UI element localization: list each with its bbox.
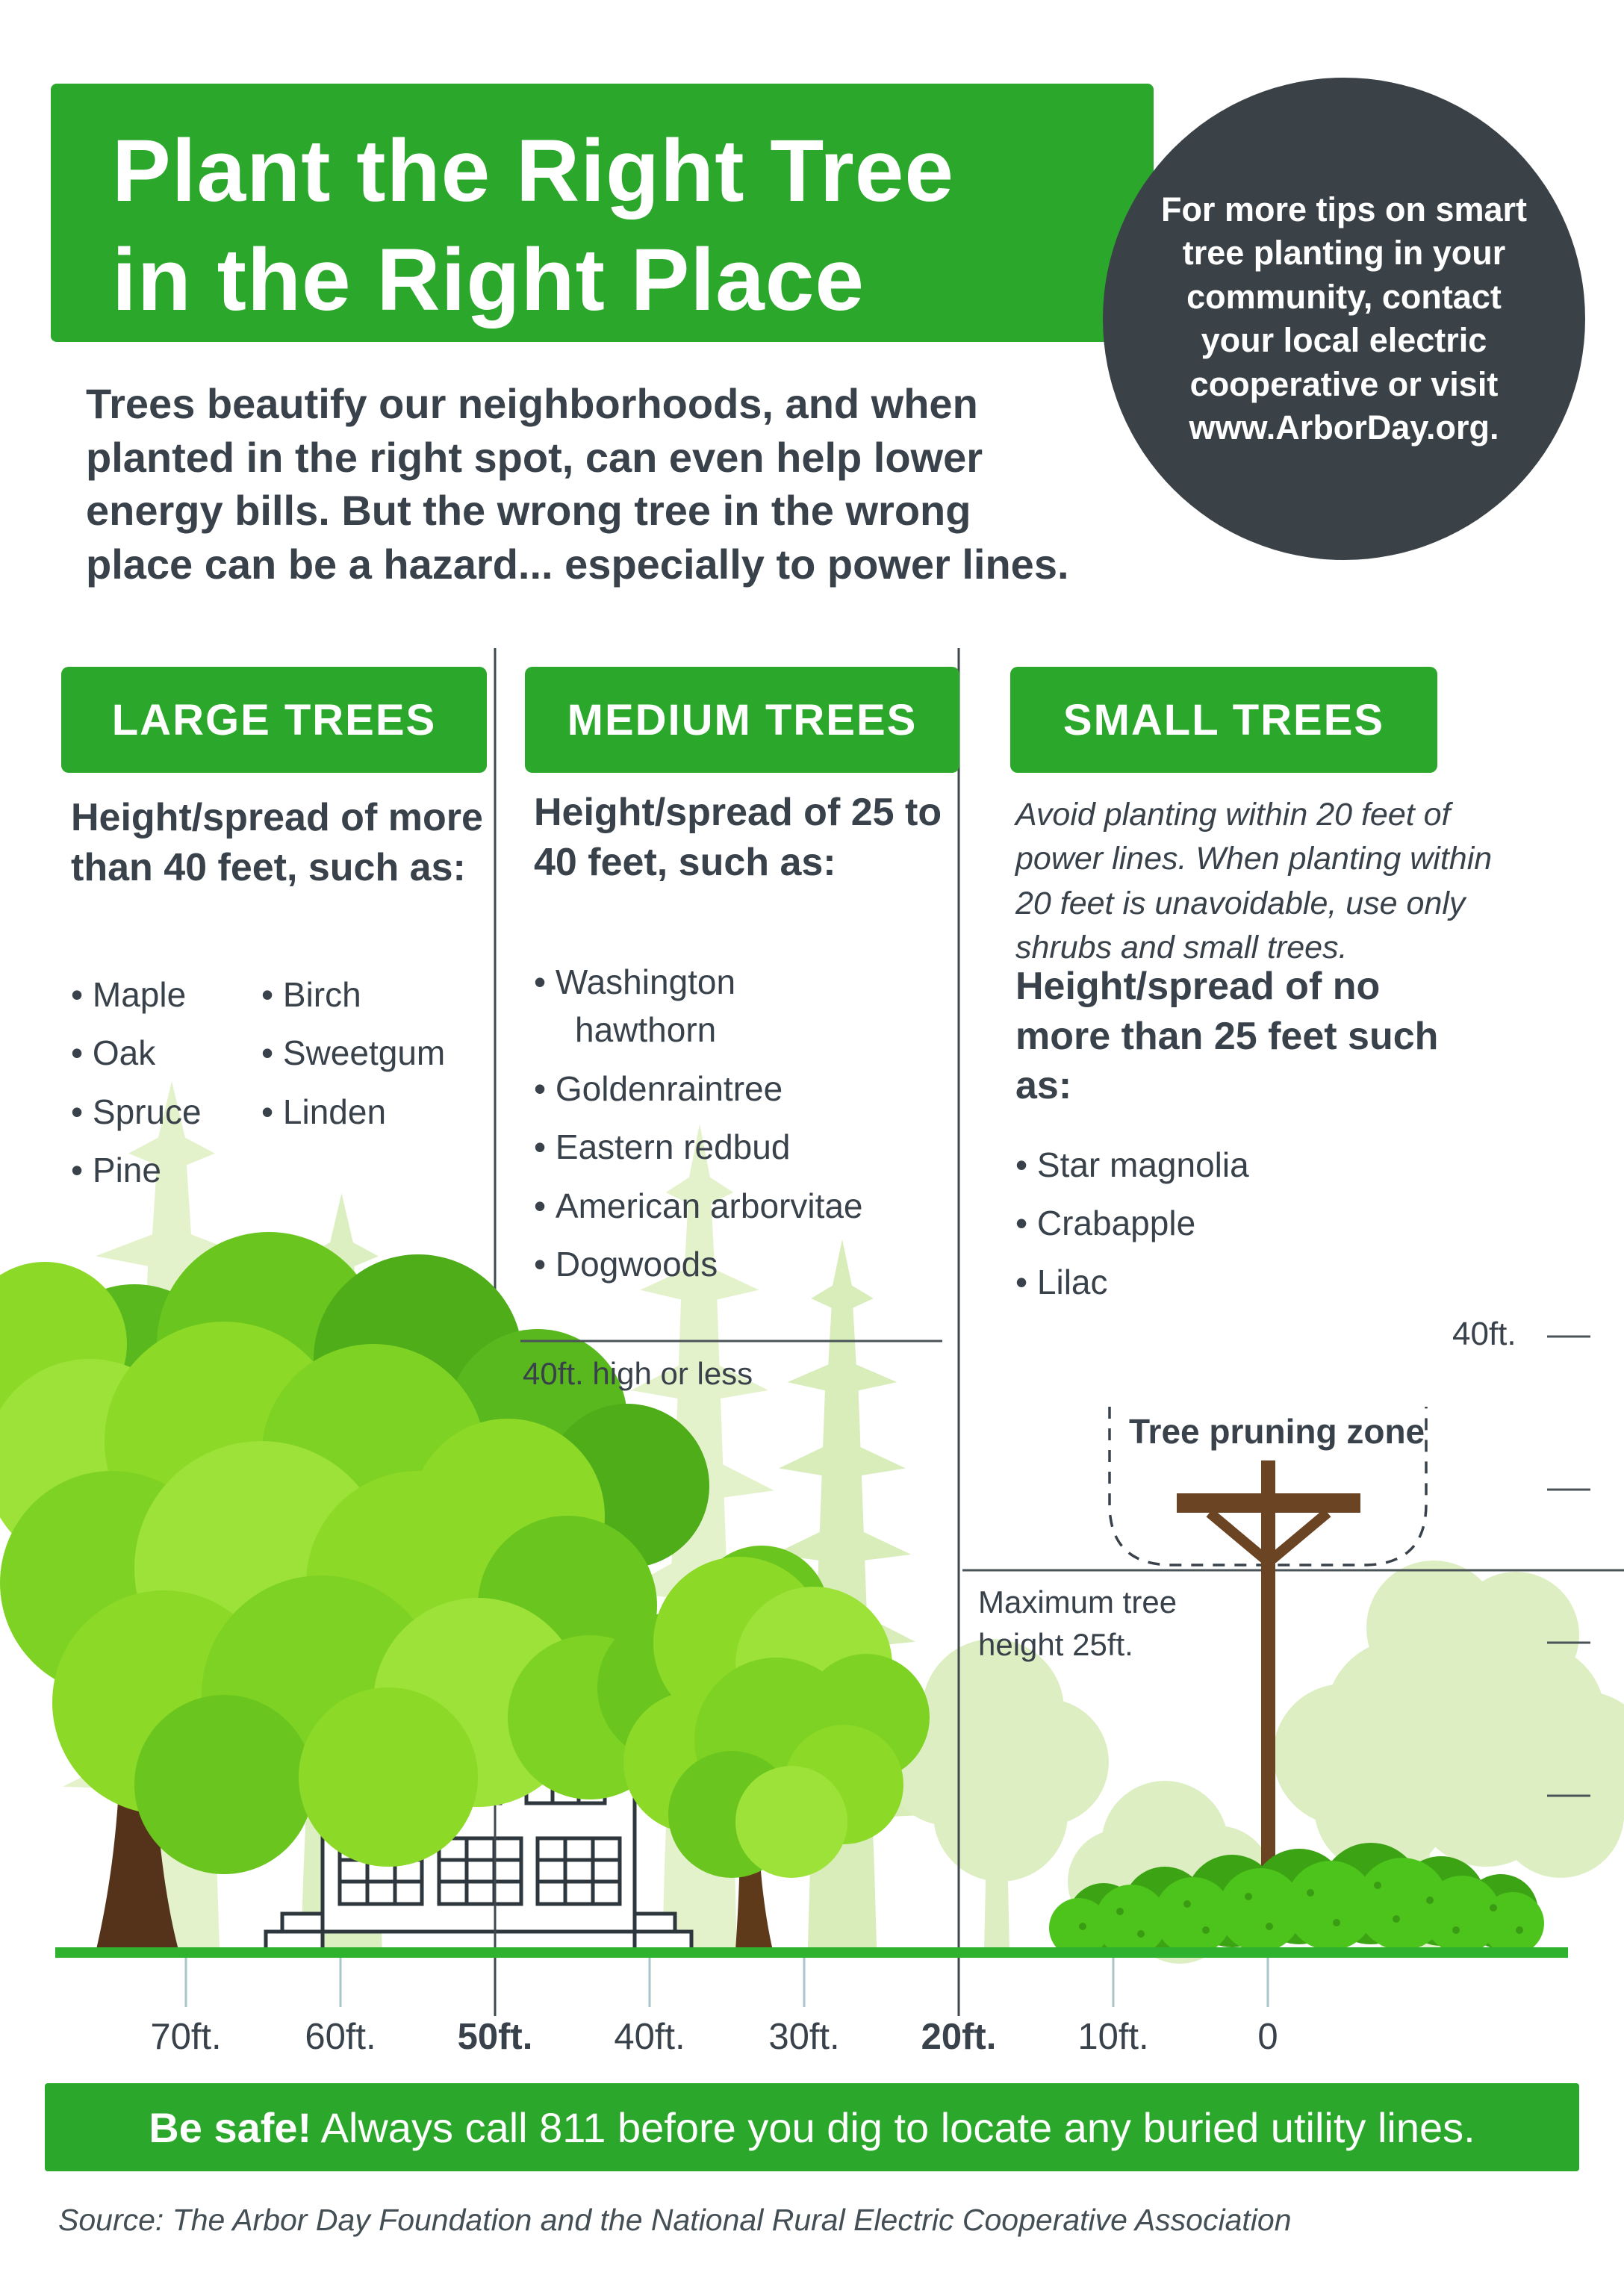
medium-trees-list [534, 958, 885, 1298]
small-trees-note: Avoid planting within 20 feet of power lines. When planting within 20 feet is unavoidable, use only shrubs and small trees. [1015, 797, 1493, 965]
large-trees-list-col1 [71, 971, 261, 1205]
list-item: • Washington hawthorn [534, 958, 885, 1054]
list-item: • Pine [71, 1146, 261, 1194]
safety-banner-text: Always call 811 before you dig to locate any buried utility lines. [311, 2103, 1475, 2151]
list-item: • Star magnolia [1015, 1141, 1434, 1189]
large-trees-list [71, 971, 504, 1205]
tip-circle [1103, 78, 1585, 560]
list-item: • Oak [71, 1029, 261, 1077]
list-item: • Maple [71, 971, 261, 1018]
medium-height-line-label: 40ft. high or less [523, 1356, 753, 1391]
list-item: • Dogwoods [534, 1240, 885, 1288]
list-item: • American arborvitae [534, 1182, 885, 1230]
scale-label-40ft: 40ft. [614, 2017, 685, 2057]
list-item: • Sweetgum [261, 1029, 500, 1077]
large-trees-header: LARGE TREES [61, 667, 487, 773]
scale-label-50ft: 50ft. [457, 2017, 533, 2057]
scale-label-60ft: 60ft. [305, 2017, 376, 2057]
small-trees-header: SMALL TREES [1010, 667, 1437, 773]
large-trees-list-col2 [261, 971, 500, 1205]
medium-trees-header: MEDIUM TREES [525, 667, 959, 773]
title-banner [51, 84, 1154, 342]
list-item: • Spruce [71, 1088, 261, 1136]
list-item: • Crabapple [1015, 1199, 1434, 1247]
scale-label-30ft: 30ft. [768, 2017, 840, 2057]
scale-label-10ft: 10ft. [1077, 2017, 1149, 2057]
page-title-line2: in the Right Place [112, 231, 865, 330]
list-item: • Linden [261, 1088, 500, 1136]
scale-label-0ft: 0 [1257, 2017, 1278, 2057]
safety-banner [45, 2083, 1579, 2171]
small-trees-list [1015, 1141, 1434, 1316]
tip-circle-text: For more tips on smart tree planting in your community, contact your local electric cooperative or visit www.ArborDay.org. [1160, 190, 1528, 447]
list-item: • Eastern redbud [534, 1123, 885, 1171]
ground-strip [55, 1947, 1568, 1958]
scale-label-20ft: 20ft. [921, 2017, 997, 2057]
right-height-scale-label: 40ft. [1452, 1316, 1516, 1352]
tree-pruning-zone-label: Tree pruning zone [1129, 1412, 1425, 1451]
list-item: • Lilac [1015, 1258, 1434, 1306]
large-trees-subhead: Height/spread of more than 40 feet, such as: [71, 796, 483, 889]
source-attribution: Source: The Arbor Day Foundation and the National Rural Electric Cooperative Association [58, 2203, 1292, 2237]
max-tree-height-label: Maximum tree height 25ft. [978, 1584, 1177, 1662]
list-item: • Goldenraintree [534, 1065, 885, 1113]
page-title-line1: Plant the Right Tree [112, 122, 955, 220]
safety-banner-bold: Be safe! [149, 2103, 312, 2151]
scale-label-70ft: 70ft. [150, 2017, 222, 2057]
list-item: • Birch [261, 971, 500, 1018]
medium-trees-subhead: Height/spread of 25 to 40 feet, such as: [534, 791, 942, 884]
intro-paragraph: Trees beautify our neighborhoods, and when planted in the right spot, can even help lower energy bills. But the wrong tree in the wrong place can be a hazard... especially to power lines. [86, 380, 1069, 588]
small-trees-subhead: Height/spread of no more than 25 feet such as: [1015, 965, 1439, 1108]
distance-scale-ticks [186, 1958, 1268, 2007]
